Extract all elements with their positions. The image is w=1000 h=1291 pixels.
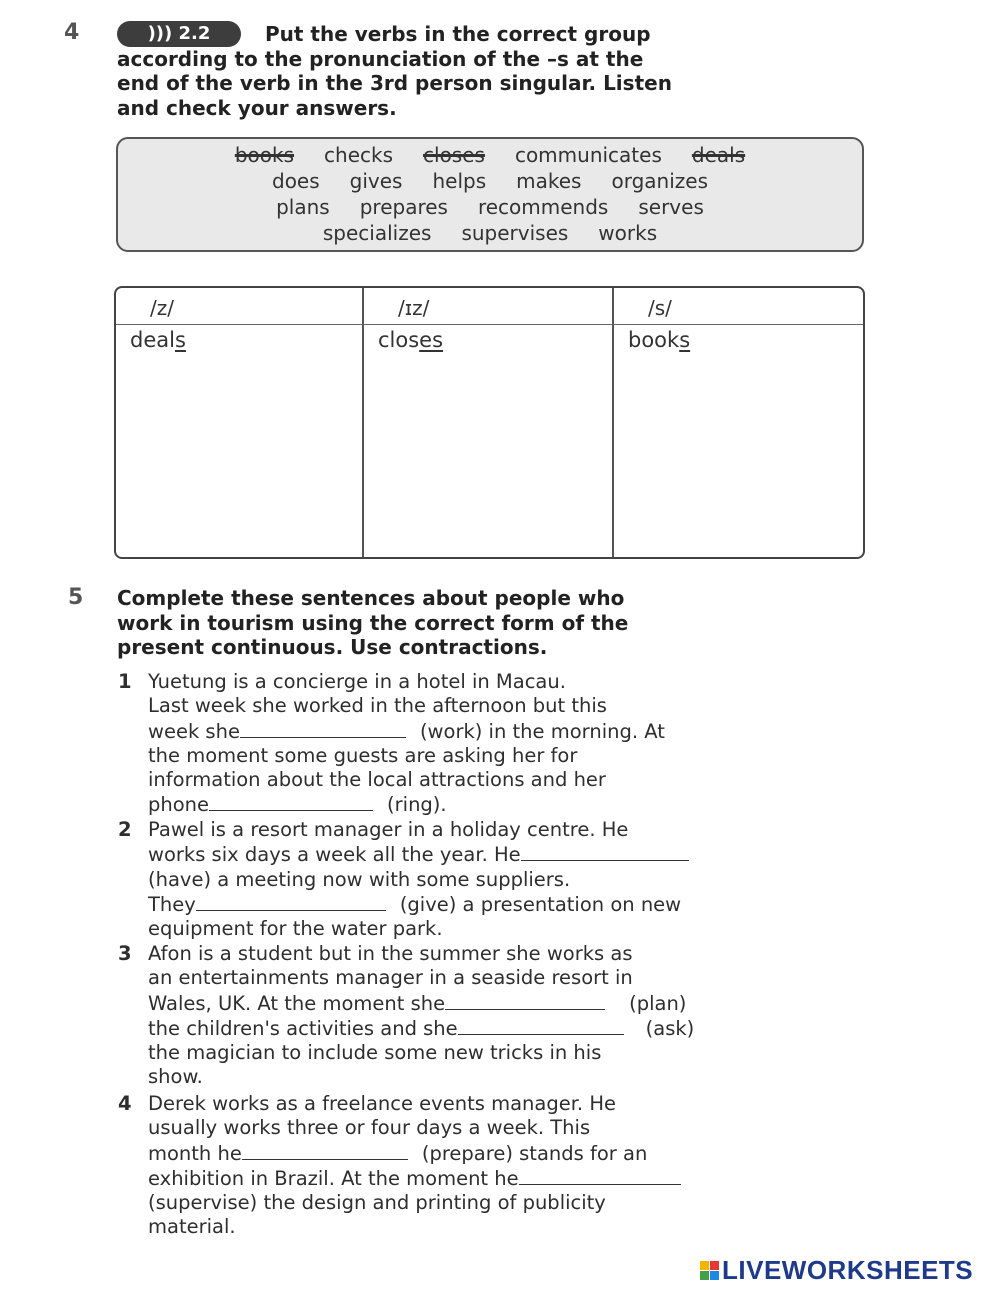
example-ending: s bbox=[174, 328, 186, 352]
word-bank-row bbox=[118, 195, 862, 219]
word-plans: plans bbox=[276, 195, 330, 219]
instruction-line: work in tourism using the correct form of the bbox=[117, 610, 629, 635]
item-line: phone (ring). bbox=[148, 793, 447, 817]
item-line: show. bbox=[148, 1065, 203, 1089]
header-divider bbox=[116, 324, 863, 325]
logo-square bbox=[700, 1271, 709, 1280]
instruction-line: Complete these sentences about people who bbox=[117, 586, 625, 610]
column-header-z: /z/ bbox=[150, 296, 174, 320]
logo-text: LIVEWORKSHEETS bbox=[722, 1255, 974, 1285]
exercise-4-instructions bbox=[117, 22, 672, 120]
item-number: 4 bbox=[118, 1092, 132, 1115]
item-line: month he (prepare) stands for an bbox=[148, 1141, 648, 1165]
word-organizes: organizes bbox=[611, 169, 708, 193]
word-books: books bbox=[234, 143, 295, 167]
answer-blank[interactable] bbox=[519, 1166, 681, 1185]
item-line: Wales, UK. At the moment she (plan) bbox=[148, 991, 687, 1015]
column-divider bbox=[362, 288, 364, 557]
example-cell-s bbox=[628, 328, 690, 352]
example-stem: clos bbox=[378, 328, 420, 352]
item-number: 1 bbox=[118, 670, 132, 693]
exercise-5-instructions bbox=[117, 586, 628, 660]
item-number: 3 bbox=[118, 942, 132, 965]
sentence-item-2 bbox=[118, 818, 689, 941]
word-checks: checks bbox=[324, 143, 394, 167]
instruction-line: and check your answers. bbox=[117, 95, 397, 120]
word-gives: gives bbox=[349, 169, 403, 193]
column-divider bbox=[612, 288, 614, 557]
answer-blank[interactable] bbox=[209, 792, 373, 811]
word-bank bbox=[116, 137, 864, 252]
item-line: the magician to include some new tricks in his bbox=[148, 1041, 602, 1065]
item-line: the children's activities and she (ask) bbox=[148, 1016, 695, 1040]
item-line: Derek works as a freelance events manager. He bbox=[148, 1092, 616, 1115]
pronunciation-table bbox=[114, 286, 865, 559]
item-number: 2 bbox=[118, 818, 132, 841]
item-line: Pawel is a resort manager in a holiday centre. He bbox=[148, 818, 629, 841]
word-recommends: recommends bbox=[477, 195, 609, 219]
word-bank-row bbox=[118, 221, 862, 245]
instruction-line: present continuous. Use contractions. bbox=[117, 635, 548, 659]
word-bank-row bbox=[118, 169, 862, 193]
item-line: (supervise) the design and printing of publicity bbox=[148, 1191, 606, 1215]
example-ending: es bbox=[419, 328, 444, 352]
answer-blank[interactable] bbox=[445, 991, 605, 1010]
item-line: the moment some guests are asking her for bbox=[148, 743, 578, 767]
item-line: They (give) a presentation on new bbox=[148, 892, 682, 916]
instruction-line: according to the pronunciation of the –s at the bbox=[117, 46, 644, 71]
column-header-s: /s/ bbox=[648, 296, 672, 320]
instruction-line: Put the verbs in the correct group bbox=[265, 22, 651, 46]
sentence-item-4 bbox=[118, 1092, 681, 1240]
exercise-5-number: 5 bbox=[68, 585, 84, 610]
word-works: works bbox=[598, 221, 658, 245]
item-line: week she (work) in the morning. At bbox=[148, 719, 665, 743]
item-line: Yuetung is a concierge in a hotel in Macau. bbox=[148, 670, 566, 693]
item-line: an entertainments manager in a seaside resort in bbox=[148, 966, 633, 990]
word-prepares: prepares bbox=[359, 195, 448, 219]
word-deals: deals bbox=[691, 143, 746, 167]
item-line: material. bbox=[148, 1215, 236, 1239]
item-line: information about the local attractions and her bbox=[148, 768, 606, 792]
word-helps: helps bbox=[432, 169, 487, 193]
example-cell-z bbox=[130, 328, 186, 352]
item-line: exhibition in Brazil. At the moment he bbox=[148, 1166, 681, 1191]
word-makes: makes bbox=[516, 169, 582, 193]
sentence-item-1 bbox=[118, 670, 665, 818]
sentence-item-3 bbox=[118, 942, 695, 1090]
word-does: does bbox=[272, 169, 320, 193]
answer-blank[interactable] bbox=[458, 1016, 624, 1035]
example-stem: book bbox=[628, 328, 680, 352]
audio-track-badge: ))) 2.2 bbox=[117, 21, 241, 47]
item-line: (have) a meeting now with some suppliers. bbox=[148, 867, 571, 891]
answer-blank[interactable] bbox=[242, 1141, 408, 1160]
logo-squares-icon bbox=[700, 1261, 719, 1280]
answer-blank[interactable] bbox=[240, 719, 406, 738]
item-line: usually works three or four days a week. This bbox=[148, 1116, 591, 1140]
liveworksheets-logo bbox=[700, 1255, 973, 1286]
item-line: Last week she worked in the afternoon but this bbox=[148, 694, 607, 718]
answer-blank[interactable] bbox=[196, 892, 386, 911]
answer-blank[interactable] bbox=[521, 842, 689, 861]
item-line: Afon is a student but in the summer she works as bbox=[148, 942, 633, 965]
word-specializes: specializes bbox=[322, 221, 432, 245]
logo-square bbox=[710, 1271, 719, 1280]
instruction-line: end of the verb in the 3rd person singular. Listen bbox=[117, 71, 672, 95]
item-line: equipment for the water park. bbox=[148, 917, 443, 941]
word-supervises: supervises bbox=[461, 221, 569, 245]
word-closes: closes bbox=[423, 143, 485, 167]
example-stem: deal bbox=[130, 328, 175, 352]
exercise-4-number: 4 bbox=[64, 20, 80, 45]
example-ending: s bbox=[679, 328, 691, 352]
word-serves: serves bbox=[638, 195, 704, 219]
logo-square bbox=[700, 1261, 709, 1270]
item-line: works six days a week all the year. He bbox=[148, 842, 689, 867]
column-header-iz: /ɪz/ bbox=[398, 296, 430, 320]
example-cell-iz bbox=[378, 328, 443, 352]
logo-square bbox=[710, 1261, 719, 1270]
word-bank-row bbox=[118, 143, 862, 167]
word-communicates: communicates bbox=[514, 143, 662, 167]
